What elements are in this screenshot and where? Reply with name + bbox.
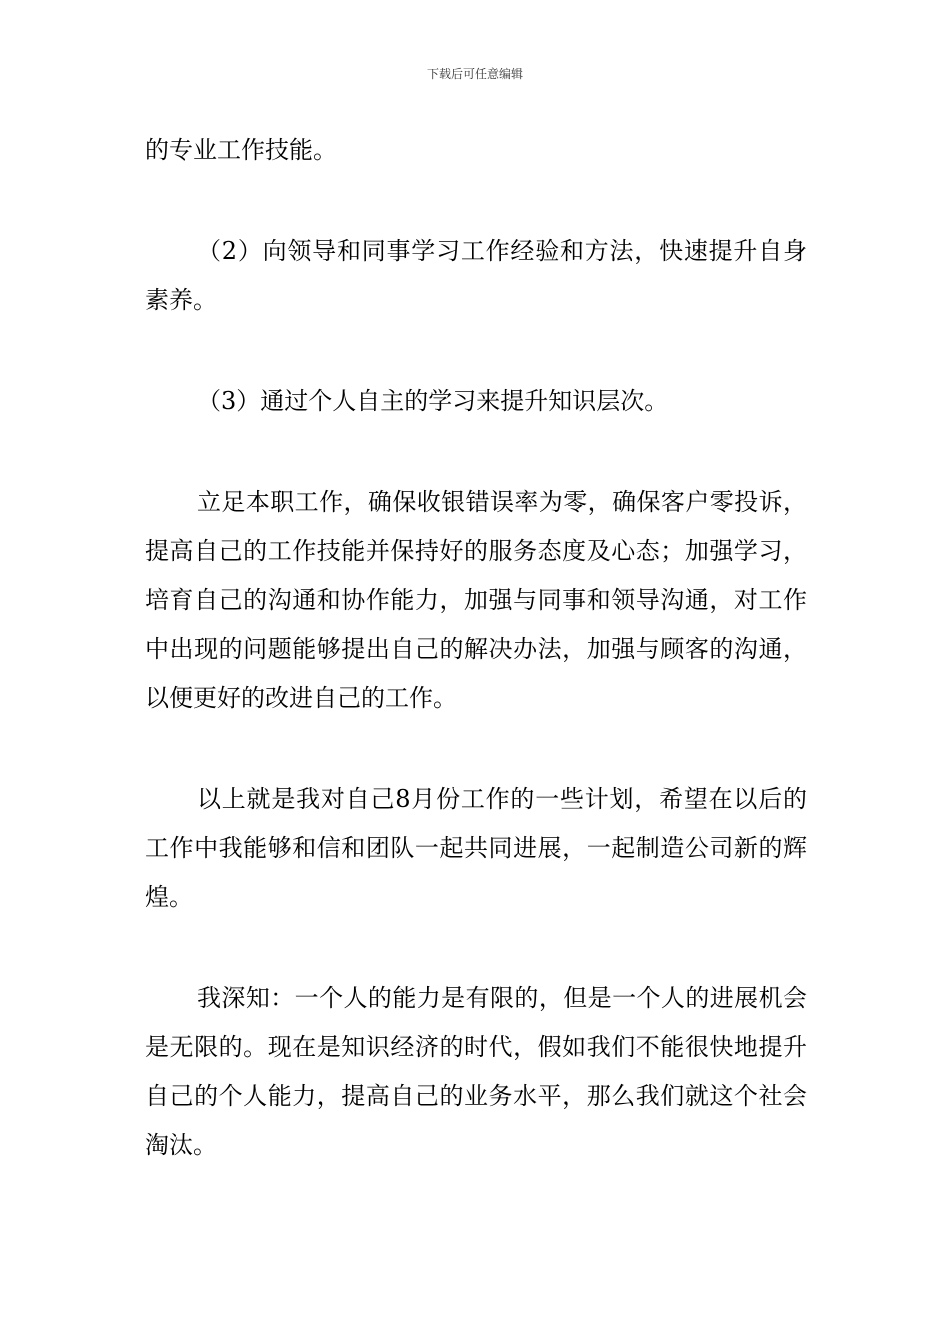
paragraph-gap	[145, 922, 807, 974]
paragraph-gap	[145, 723, 807, 775]
paragraph-item-3: （3）通过个人自主的学习来提升知识层次。	[197, 387, 669, 415]
paragraph-conclusion: 我深知：一个人的能力是有限的，但是一个人的进展机会是无限的。现在是知识经济的时代，假如我们不能很快地提升自己的个人能力，提高自己的业务水平，那么我们就这个社会淘汰。	[145, 984, 807, 1159]
paragraph-plan-summary: 以上就是我对自己8月份工作的一些计划，希望在以后的工作中我能够和信和团队一起共同进展，一起制造公司新的辉煌。	[145, 785, 807, 911]
paragraph-gap	[145, 325, 807, 377]
paragraph-item-2: （2）向领导和同事学习工作经验和方法，快速提升自身素养。	[145, 237, 807, 314]
paragraph-continuation: 的专业工作技能。	[145, 136, 337, 164]
paragraph-gap	[145, 426, 807, 478]
page-header-note: 下载后可任意编辑	[426, 67, 523, 81]
paragraph-gap	[145, 175, 807, 227]
paragraph-work-focus: 立足本职工作，确保收银错误率为零，确保客户零投诉，提高自己的工作技能并保持好的服务态度及心态；加强学习，培育自己的沟通和协作能力，加强与同事和领导沟通，对工作中出现的问题能够提出自己的解决办法，加强与顾客的沟通，以便更好的改进自己的工作。	[145, 488, 807, 712]
document-body	[145, 126, 807, 1170]
